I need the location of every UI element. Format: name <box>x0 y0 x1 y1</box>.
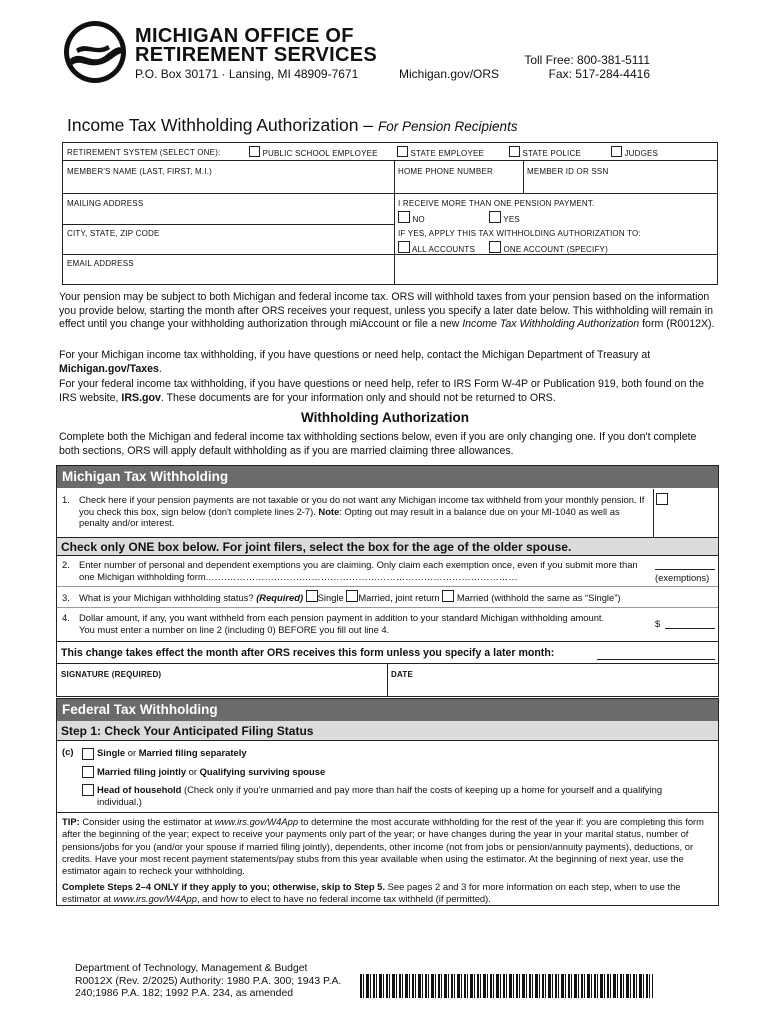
mi-item-1-text <box>79 494 649 529</box>
w4app-link[interactable]: www.irs.gov/W4App <box>113 893 197 905</box>
intro-text: Your pension may be subject to both Michigan and federal income tax. ORS will withhold taxes from your pension based on the information you provide below, starting the month after ORS receives your request, unless you specify a later date below. This withholding will remain in effect until you change your withholding authorization through miAccount or file a new <box>59 291 714 331</box>
footer-line-2: R0012X (Rev. 2/2025) Authority: 1980 P.A. 300; 1943 P.A. <box>75 975 342 987</box>
filing-status-c-label: (c) <box>62 746 74 757</box>
status-bold: Head of household <box>97 784 182 795</box>
status-bold: Married filing jointly <box>97 766 187 777</box>
status-text: or <box>186 766 200 777</box>
steps-paragraph <box>62 881 714 906</box>
mi-item-2-number: 2. <box>62 559 70 570</box>
status-bold: Married filing separately <box>138 747 247 758</box>
footer-line-1: Department of Technology, Management & Budget <box>75 963 308 974</box>
contact-block <box>500 53 650 81</box>
status-label: Married (withhold the same as “Single”) <box>456 592 621 603</box>
email-address-field[interactable]: EMAIL ADDRESS <box>67 259 134 268</box>
option-label: ALL ACCOUNTS <box>411 245 475 254</box>
item-text: What is your Michigan withholding status? <box>79 592 254 603</box>
divider <box>63 224 394 225</box>
mi-opt-out-checkbox[interactable] <box>656 493 668 505</box>
checkbox[interactable] <box>489 241 501 253</box>
single-filing-label <box>97 747 247 759</box>
option-label: ONE ACCOUNT (SPECIFY) <box>503 245 608 254</box>
steps-bold: Complete Steps 2–4 ONLY if they apply to you; otherwise, skip to Step 5. <box>62 881 385 892</box>
status-text: or <box>125 747 139 758</box>
checkbox[interactable] <box>489 211 501 223</box>
date-field[interactable]: DATE <box>391 670 413 679</box>
checkbox[interactable] <box>509 146 520 157</box>
item-text: : Opting out may result in a balance due on your MI-1040 as well as penalty and/or interest. <box>79 505 620 529</box>
intro-text: For your federal income tax withholding, if you have questions or need help, refer to IRS Form W-4P or Publication 919, both found on the IRS website, <box>59 378 705 404</box>
org-website: Michigan.gov/ORS <box>399 67 500 81</box>
org-name-line2: RETIREMENT SERVICES <box>135 44 378 66</box>
member-info-box <box>62 142 718 285</box>
head-of-household-label <box>97 784 707 807</box>
footer-text <box>75 963 341 1001</box>
pension-yes-option[interactable] <box>489 211 520 224</box>
mi-item-1-number: 1. <box>62 494 70 505</box>
divider <box>57 586 718 587</box>
effective-month-text: This change takes effect the month after ORS receives this form unless you specify a later month: <box>61 647 555 659</box>
option-label: STATE POLICE <box>522 149 581 158</box>
footer-line-3: 240;1986 P.A. 182; 1992 P.A. 234, as amended <box>75 988 293 999</box>
option-label: NO <box>412 215 425 224</box>
system-option-judges[interactable] <box>611 146 658 158</box>
authorization-text: Complete both the Michigan and federal income tax withholding sections below, even if you are only changing one. If you don't complete both sections, ORS will apply default withholding as if you are married claiming three allowances. <box>59 431 697 457</box>
org-name-line1: MICHIGAN OFFICE OF <box>135 25 354 47</box>
mi-item-4-number: 4. <box>62 612 70 623</box>
city-state-zip-field[interactable]: CITY, STATE, ZIP CODE <box>67 229 160 238</box>
steps-text: , and how to elect to have no federal income tax withheld (if permitted). <box>196 893 491 905</box>
more-than-one-label: I RECEIVE MORE THAN ONE PENSION PAYMENT. <box>398 199 595 208</box>
divider <box>63 193 717 194</box>
single-filing-checkbox[interactable] <box>82 748 94 760</box>
toll-free-number: 800-381-5111 <box>577 53 650 67</box>
option-label: YES <box>503 215 520 224</box>
ors-logo <box>62 19 128 85</box>
authorization-heading: Withholding Authorization <box>300 410 470 425</box>
status-bold: Single <box>97 747 126 758</box>
home-phone-field[interactable]: HOME PHONE NUMBER <box>398 167 493 176</box>
toll-free-label: Toll Free: <box>524 53 574 67</box>
status-bold: Qualifying surviving spouse <box>199 766 326 777</box>
michigan-section-heading: Michigan Tax Withholding <box>57 466 718 488</box>
mailing-address-field[interactable]: MAILING ADDRESS <box>67 199 144 208</box>
signature-field[interactable]: SIGNATURE (REQUIRED) <box>61 670 162 679</box>
divider <box>63 254 717 255</box>
member-name-field[interactable]: MEMBER'S NAME (LAST, FIRST, M.I.) <box>67 167 213 176</box>
intro-text: . These documents are for your information only and should not be returned to ORS. <box>160 391 556 404</box>
w4app-link[interactable]: www.irs.gov/W4App <box>214 816 299 827</box>
status-married-single-checkbox[interactable] <box>442 590 454 602</box>
divider <box>57 812 718 813</box>
divider <box>394 160 395 285</box>
intro-paragraph-1 <box>59 291 719 332</box>
checkbox[interactable] <box>249 146 260 157</box>
status-text: (Check only if you're unmarried and pay more than half the costs of keeping up a home for yourself and a qualifying individual.) <box>97 784 663 807</box>
mi-item-3-number: 3. <box>62 592 70 603</box>
if-yes-label: IF YES, APPLY THIS TAX WITHHOLDING AUTHORIZATION TO: <box>398 229 641 238</box>
form-title-main: Income Tax Withholding Authorization <box>67 115 359 135</box>
required-label: (Required) <box>256 592 304 603</box>
option-label: JUDGES <box>624 149 659 158</box>
form-subtitle: For Pension Recipients <box>378 119 518 134</box>
michigan-section <box>56 465 719 697</box>
divider <box>523 160 524 193</box>
retirement-system-label: RETIREMENT SYSTEM (SELECT ONE): <box>67 148 221 157</box>
mi-item-2-text: Enter number of personal and dependent exemptions you are claiming. Only claim each exemption once, even if you submit more than one Michigan withholding form.……………………………………………………………………………………… <box>79 559 638 582</box>
step1-heading: Step 1: Check Your Anticipated Filing Status <box>57 721 718 741</box>
form-title-dash: – <box>363 115 374 135</box>
system-option-state-police[interactable] <box>509 146 581 158</box>
fax-label: Fax: <box>548 67 572 81</box>
tip-text: to determine the most accurate withholding for the rest of the year if: you are completing this form after the beginning of the year; expect to receive your payments only part of the year; or have changes during the year in your marital status, number of pensions/jobs for you (and/or your spouse if married filing jointly), dependents, other income (not from jobs or pension/annuity payments), deductions, or credits. Have your most recent payment statements/pay stubs from this year available when using the estimator. At the beginning of next year, use the estimator again to recheck your withholding. <box>62 816 704 877</box>
member-id-field[interactable]: MEMBER ID OR SSN <box>527 167 609 176</box>
item-text: Check here if your pension payments are not taxable or you do not want any Michigan income tax withheld from your monthly pension. If you check this box, sign below (don't complete lines 2-7). <box>79 494 645 517</box>
exemptions-input-line[interactable] <box>655 569 715 570</box>
intro-text: For your Michigan income tax withholding, if you have questions or need help, contact the Michigan Department of Treasury at <box>59 349 651 361</box>
mi-item-3-row <box>79 590 719 604</box>
checkbox[interactable] <box>611 146 622 157</box>
intro-form-name: Income Tax Withholding Authorization <box>462 318 640 331</box>
divider <box>387 663 388 697</box>
status-single-checkbox[interactable] <box>306 590 318 602</box>
dollar-amount-input-line[interactable] <box>665 628 715 629</box>
tip-text: Consider using the estimator at <box>79 816 215 827</box>
one-account-option[interactable] <box>489 241 608 254</box>
system-option-public-school[interactable] <box>249 146 378 158</box>
checkbox[interactable] <box>397 146 408 157</box>
federal-section <box>56 698 719 906</box>
check-only-one-instruction: Check only ONE box below. For joint filers, select the box for the age of the older spouse. <box>57 537 718 556</box>
steps-text: See pages 2 and 3 for more information on each step, when to use the estimator at <box>62 881 681 905</box>
married-jointly-checkbox[interactable] <box>82 766 94 778</box>
divider <box>63 160 717 161</box>
irs-link[interactable]: IRS.gov <box>121 391 161 404</box>
dollar-sign: $ <box>655 618 661 629</box>
all-accounts-option[interactable] <box>398 241 475 254</box>
form-title <box>67 115 518 136</box>
option-label: STATE EMPLOYEE <box>410 149 485 158</box>
federal-section-heading: Federal Tax Withholding <box>57 699 718 721</box>
tip-label: TIP: <box>62 816 80 827</box>
divider <box>57 607 718 608</box>
intro-text: . <box>158 362 162 375</box>
married-jointly-label <box>97 766 325 778</box>
intro-paragraph-3 <box>59 378 719 405</box>
org-address: P.O. Box 30171 · Lansing, MI 48909-7671 <box>135 67 359 81</box>
status-married-joint-checkbox[interactable] <box>346 590 358 602</box>
exemptions-unit: (exemptions) <box>655 572 710 583</box>
checkbox[interactable] <box>398 241 410 253</box>
note-label: Note <box>318 505 340 517</box>
status-label: Single <box>317 592 344 603</box>
divider <box>653 489 654 537</box>
system-option-state-employee[interactable] <box>397 146 484 158</box>
michigan-taxes-link[interactable]: Michigan.gov/Taxes <box>59 362 159 375</box>
intro-text: form (R0012X). <box>639 318 715 331</box>
head-of-household-checkbox[interactable] <box>82 784 94 796</box>
status-label: Married, joint return <box>358 592 440 603</box>
barcode <box>360 974 653 998</box>
tip-paragraph <box>62 816 714 877</box>
effective-month-input-line[interactable] <box>597 659 715 660</box>
pension-no-option[interactable] <box>398 211 425 224</box>
fax-number: 517-284-4416 <box>575 67 650 81</box>
mi-item-4-text: Dollar amount, if any, you want withheld from each pension payment in addition to your standard Michigan withholding amount. You must enter a number on line 2 (including 0) BEFORE you fill out line 4. <box>79 612 605 635</box>
divider <box>57 641 718 642</box>
option-label: PUBLIC SCHOOL EMPLOYEE <box>262 149 378 158</box>
intro-paragraph-2 <box>59 349 719 376</box>
checkbox[interactable] <box>398 211 410 223</box>
